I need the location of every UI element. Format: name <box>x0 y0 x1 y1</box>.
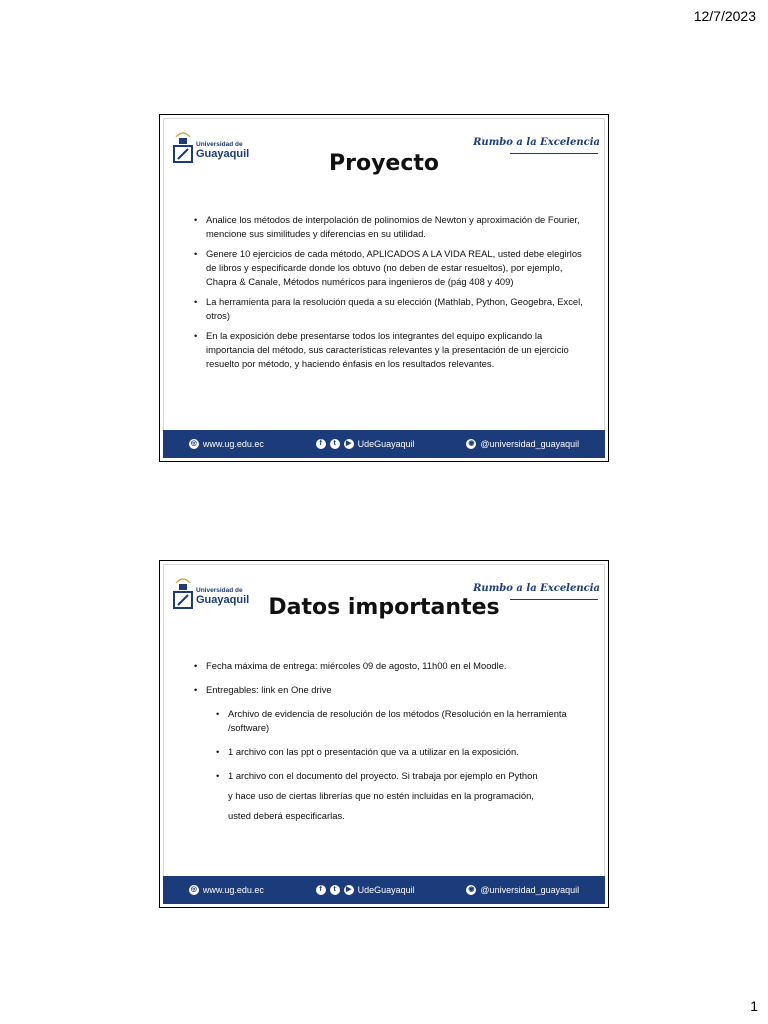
bullet-item: • Entregables: link en One drive <box>194 683 592 697</box>
bullet-list <box>194 213 592 377</box>
instagram-icon: ◉ <box>468 440 475 447</box>
logo-line2: Guayaquil <box>196 594 250 606</box>
social-name: UdeGuayaquil <box>357 439 415 449</box>
instagram-handle: @universidad_guayaquil <box>480 885 580 895</box>
bullet-list <box>194 659 592 829</box>
page-number: 1 <box>750 998 758 1014</box>
bullet-item: • Genere 10 ejercicios de cada método, APLICADOS A LA VIDA REAL, usted debe elegirlos de libros y especificarde donde los obtuvo (no deben de estar resueltos), por ejemplo, Chapra & Canale, Métodos numéricos para ingenieros de (pág 408 y 409) <box>194 247 592 289</box>
bullet-item: • Fecha máxima de entrega: miércoles 09 de agosto, 11h00 en el Moodle. <box>194 659 592 673</box>
youtube-icon: ▶ <box>344 439 354 449</box>
social-name: UdeGuayaquil <box>357 885 415 895</box>
bullet-continuation: y hace uso de ciertas librerías que no estén incluidas en la programación, <box>228 790 534 801</box>
youtube-icon: ▶ <box>344 885 354 895</box>
motto: Rumbo a la Excelencia <box>473 137 600 148</box>
slide-title: Datos importantes <box>268 595 500 620</box>
website-text: www.ug.edu.ec <box>202 885 264 895</box>
logo-line1: Universidad de <box>196 141 243 148</box>
page-date: 12/7/2023 <box>693 8 756 24</box>
bullet-item: • La herramienta para la resolución queda a su elección (Mathlab, Python, Geogebra, Excel, otros) <box>194 295 592 323</box>
instagram-handle: @universidad_guayaquil <box>480 439 580 449</box>
sub-bullet-item: • 1 archivo con el documento del proyecto. Si trabaja por ejemplo en Python <box>194 769 592 783</box>
motto: Rumbo a la Excelencia <box>473 583 600 594</box>
instagram-link[interactable] <box>466 885 579 895</box>
slide-datos-importantes <box>159 560 609 908</box>
slide-title: Proyecto <box>328 151 440 176</box>
globe-icon: ◎ <box>190 886 197 893</box>
website-link[interactable] <box>189 885 264 895</box>
logo-line2: Guayaquil <box>196 148 250 160</box>
twitter-icon: t <box>330 885 340 895</box>
facebook-icon: f <box>316 885 326 895</box>
facebook-icon: f <box>316 439 326 449</box>
sub-bullet-item: • Archivo de evidencia de resolución de los métodos (Resolución en la herramienta /software) <box>194 707 592 735</box>
instagram-icon: ◉ <box>468 886 475 893</box>
social-links[interactable] <box>316 885 415 895</box>
slide-proyecto <box>159 114 609 462</box>
bullet-item: • En la exposición debe presentarse todos los integrantes del equipo explicando la importancia del método, sus características relevantes y la presentación de un ejercicio resuelto por método, y haciendo énfasis en los resultados relevantes. <box>194 329 592 371</box>
bullet-item: • Analice los métodos de interpolación de polinomios de Newton y aproximación de Fourier, mencione sus similitudes y diferencias en su utilidad. <box>194 213 592 241</box>
instagram-link[interactable] <box>466 439 579 449</box>
twitter-icon: t <box>330 439 340 449</box>
website-text: www.ug.edu.ec <box>202 439 264 449</box>
bullet-continuation: usted deberá especificarlas. <box>228 810 345 821</box>
footer-bar <box>163 430 605 458</box>
website-link[interactable] <box>189 439 264 449</box>
globe-icon: ◎ <box>190 440 197 447</box>
social-links[interactable] <box>316 439 415 449</box>
footer-bar <box>163 876 605 904</box>
logo-line1: Universidad de <box>196 587 243 594</box>
sub-bullet-item: • 1 archivo con las ppt o presentación que va a utilizar en la exposición. <box>194 745 592 759</box>
